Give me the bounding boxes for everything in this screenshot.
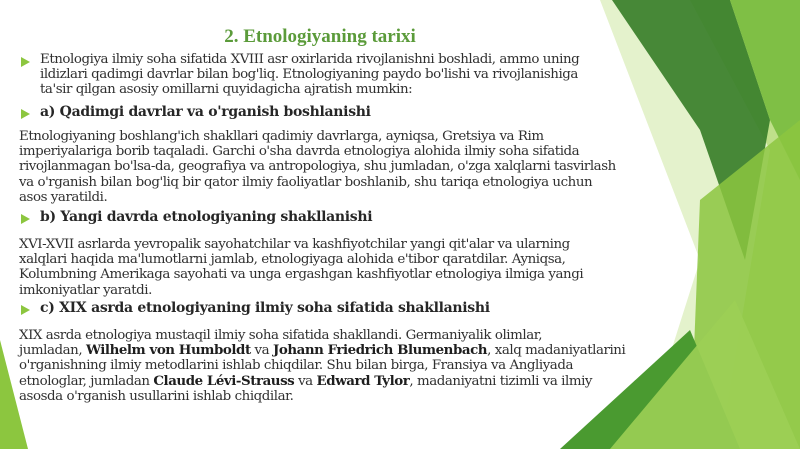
section-c-line bbox=[19, 374, 625, 389]
section-c-line: asosda o'rganish usullarini ishlab chiqdilar. bbox=[19, 388, 294, 404]
section-a-line: asos yaratildi. bbox=[19, 189, 108, 205]
section-b-paragraph bbox=[19, 237, 583, 298]
section-a-line: rivojlanmagan bo'lsa-da, geografiya va antropologiya, shu jumladan, o'zga xalqlarni tasvirlash bbox=[19, 159, 616, 175]
intro-line: ta'sir qilgan asosiy omillarni quyidagicha ajratish mumkin: bbox=[40, 82, 413, 98]
bullet-arrow-icon bbox=[21, 109, 30, 119]
bullet-arrow-icon bbox=[21, 305, 30, 315]
section-a-line: va o'rganish bilan bog'liq bir qator ilmiy faoliyatlar boshlanib, shu tariqa etnologiya uchun bbox=[19, 174, 593, 190]
section-c-line: o'rganishning ilmiy metodlarini ishlab chiqdilar. Shu bilan birga, Fransiya va Angliyada bbox=[19, 358, 573, 374]
section-c-text: va bbox=[294, 373, 317, 389]
person-name-humboldt: Wilhelm von Humboldt bbox=[85, 342, 251, 359]
section-c-text: , xalq madaniyatlarini bbox=[487, 343, 626, 359]
intro-paragraph bbox=[40, 52, 579, 98]
section-c-paragraph bbox=[19, 328, 625, 404]
section-b-line: XVI-XVII asrlarda yevropalik sayohatchilar va kashfiyotchilar yangi qit'alar va ularning bbox=[19, 237, 570, 252]
bullet-arrow-icon bbox=[21, 214, 30, 224]
section-c-text: va bbox=[250, 343, 273, 359]
section-c-text: jumladan, bbox=[19, 343, 86, 359]
section-c-line bbox=[19, 343, 625, 358]
intro-line: Etnologiya ilmiy soha sifatida XVIII asr oxirlarida rivojlanishni boshladi, ammo uning bbox=[40, 52, 580, 67]
section-a-line: Etnologiyaning boshlang'ich shakllari qadimiy davrlarga, ayniqsa, Gretsiya va Rim bbox=[19, 129, 544, 144]
section-c-text: , madaniyatni tizimli va ilmiy bbox=[409, 373, 593, 389]
bullet-arrow-icon bbox=[21, 57, 30, 67]
section-a-paragraph bbox=[19, 129, 616, 205]
section-b-line: xalqlari haqida ma'lumotlarni jamlab, etnologiyaga alohida e'tibor qaratdilar. Ayniqsa, bbox=[19, 252, 566, 268]
person-name-levi-strauss: Claude Lévi-Strauss bbox=[153, 372, 295, 389]
section-c-line: XIX asrda etnologiya mustaqil ilmiy soha sifatida shakllandi. Germaniyalik olimlar, bbox=[19, 328, 543, 343]
section-a-line: imperiyalariga borib taqaladi. Garchi o'sha davrda etnologiya alohida ilmiy soha sifatida bbox=[19, 144, 580, 160]
slide-title: 2. Etnologiyaning tarixi bbox=[224, 26, 416, 47]
section-c-text: etnologlar, jumladan bbox=[19, 373, 154, 389]
section-b-heading: b) Yangi davrda etnologiyaning shakllanishi bbox=[40, 209, 373, 225]
section-b-line: imkoniyatlar yaratdi. bbox=[19, 282, 152, 298]
section-c-heading: c) XIX asrda etnologiyaning ilmiy soha sifatida shakllanishi bbox=[40, 300, 490, 316]
person-name-tylor: Edward Tylor bbox=[316, 372, 410, 389]
section-a-heading: a) Qadimgi davrlar va o'rganish boshlanishi bbox=[40, 104, 371, 120]
section-b-line: Kolumbning Amerikaga sayohati va unga ergashgan kashfiyotlar etnologiya ilmiga yangi bbox=[19, 267, 584, 283]
person-name-blumenbach: Johann Friedrich Blumenbach bbox=[272, 342, 488, 359]
intro-line: ildizlari qadimgi davrlar bilan bog'liq. Etnologiyaning paydo bo'lishi va rivojlanishiga bbox=[40, 67, 578, 83]
